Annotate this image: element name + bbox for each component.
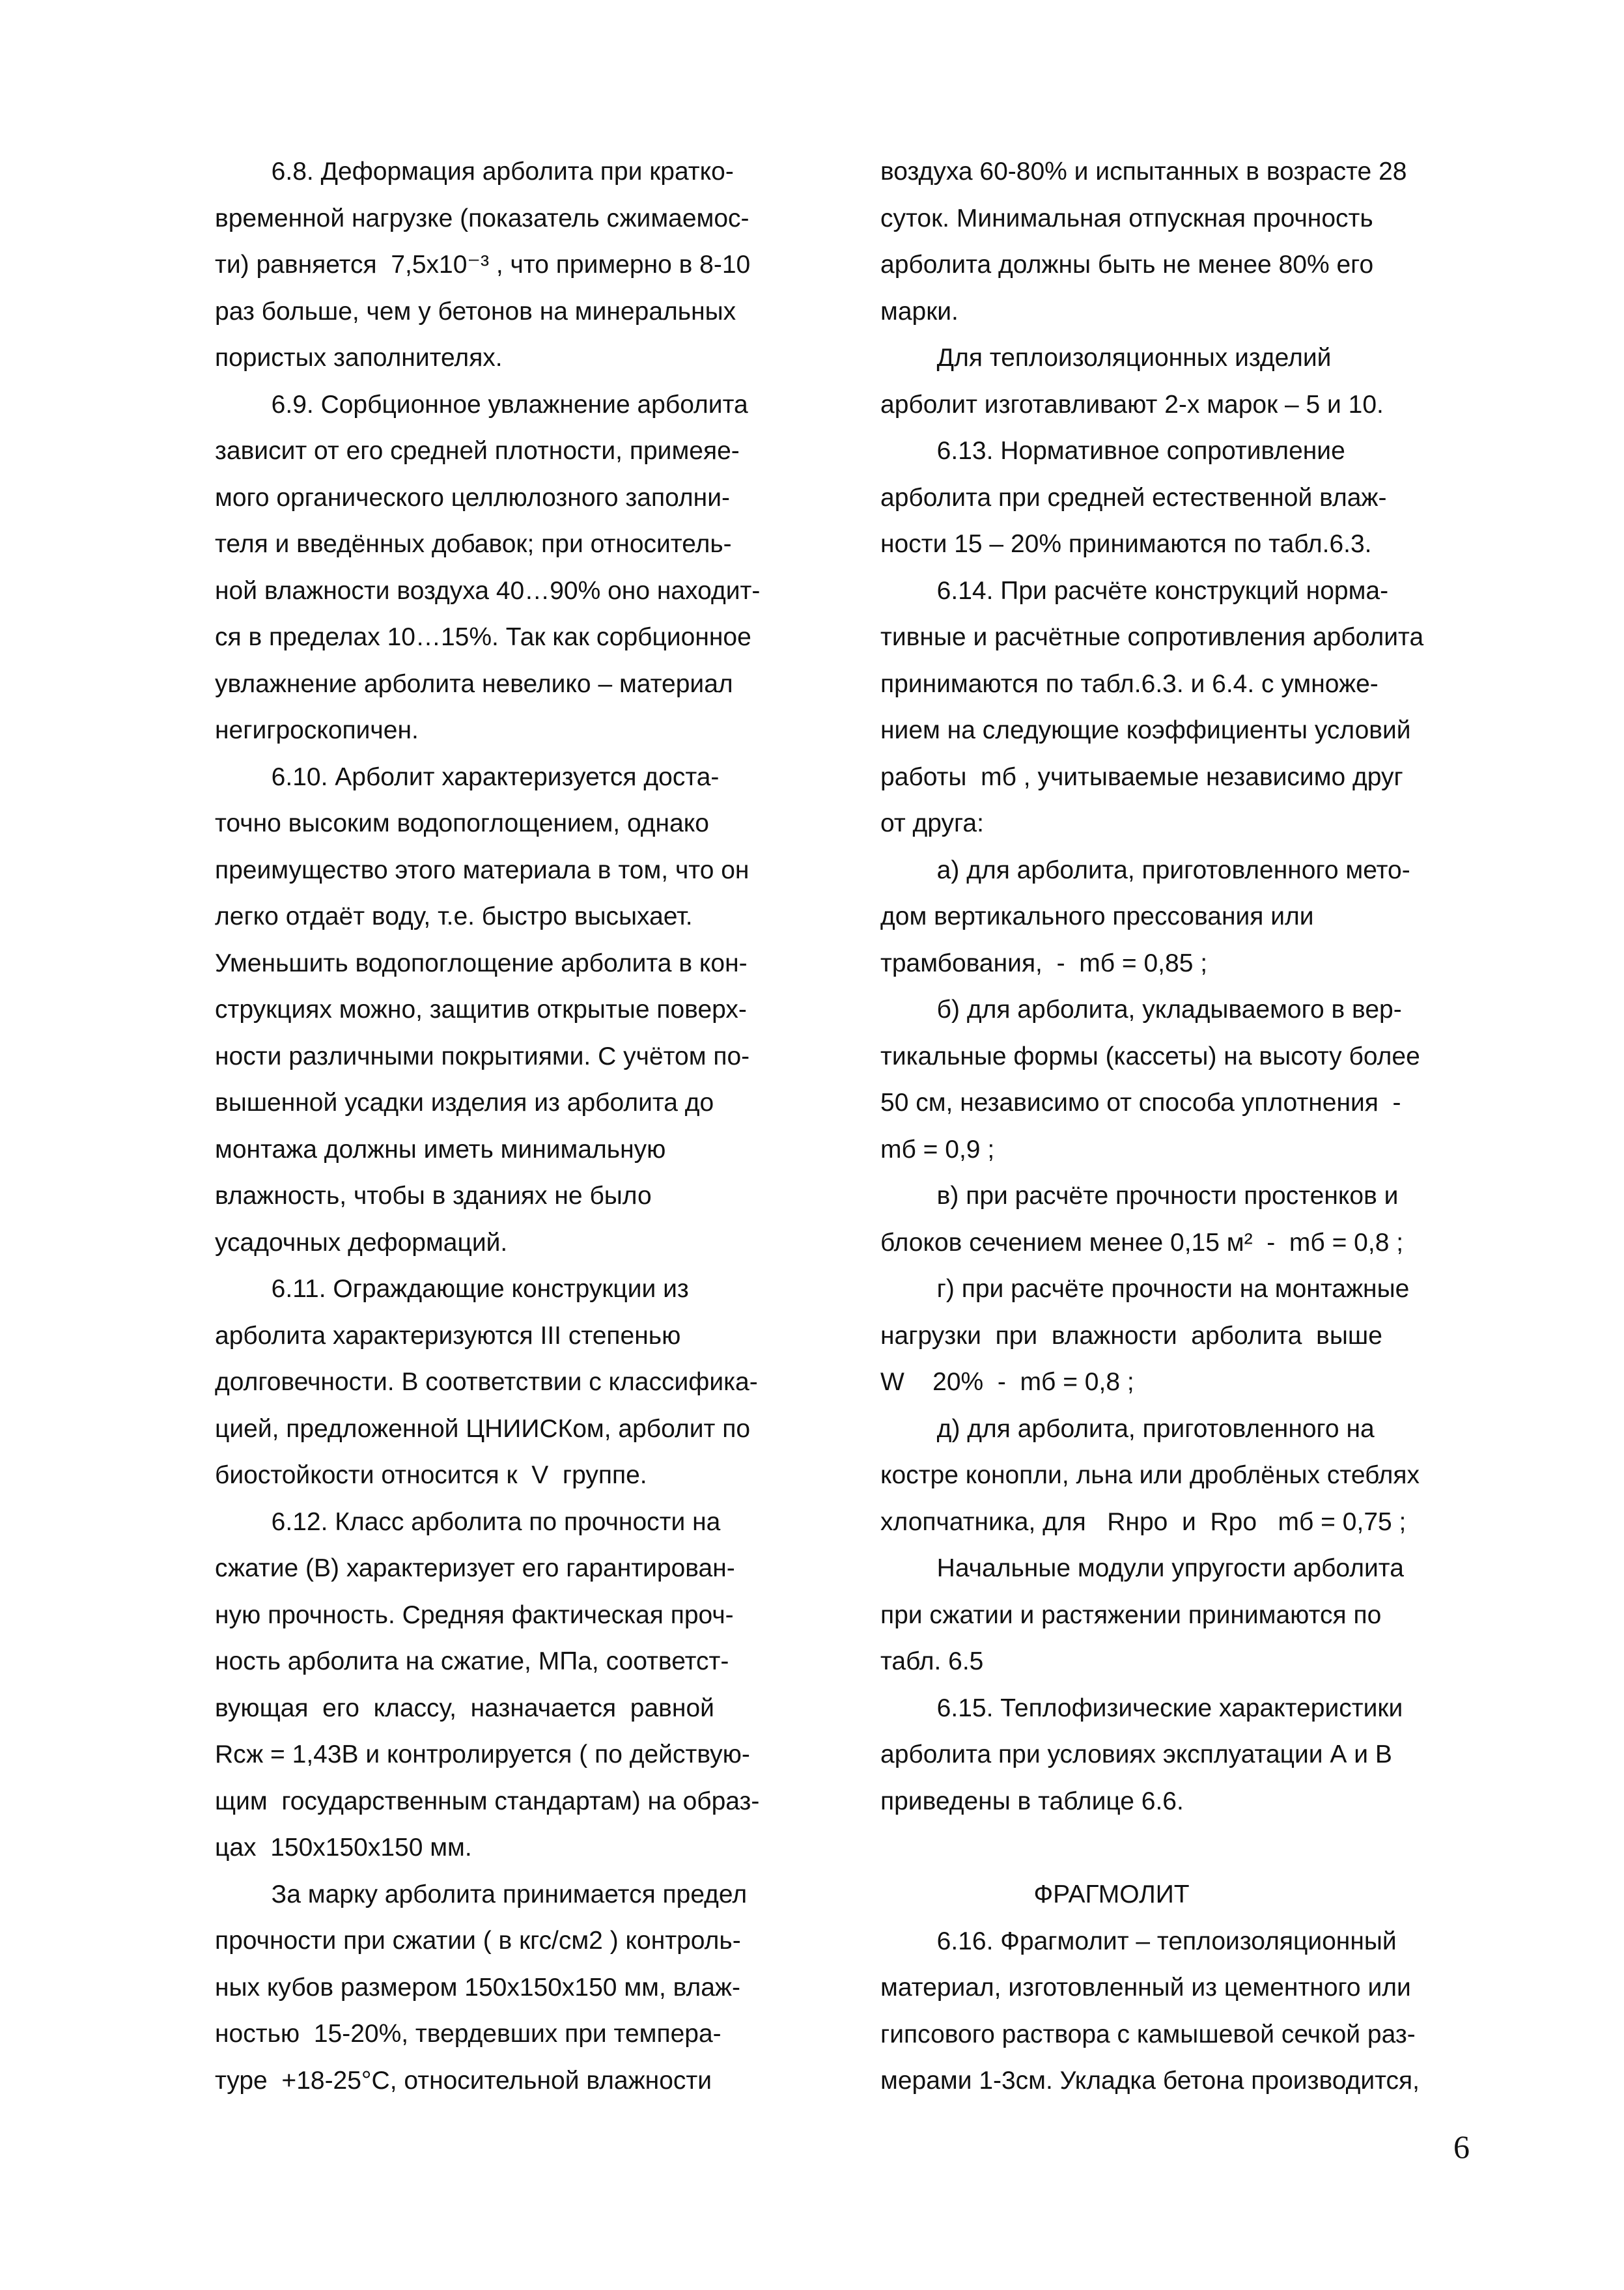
text-line: ности 15 – 20% принимаются по табл.6.3.	[880, 530, 1372, 558]
text-line: арболит изготавливают 2-х марок – 5 и 10.	[880, 390, 1384, 419]
text-line: марки.	[880, 297, 959, 326]
text-line: ность арболита на сжатие, МПа, соответст-	[215, 1647, 729, 1675]
text-line: при сжатии и растяжении принимаются по	[880, 1600, 1382, 1629]
section-spacer	[880, 1824, 1483, 1871]
text-line: дом вертикального прессования или	[880, 902, 1314, 930]
text-line: увлажнение арболита невелико – материал	[215, 669, 733, 698]
text-line: ности различными покрытиями. С учётом по-	[215, 1042, 750, 1070]
text-line: материал, изготовленный из цементного или	[880, 1974, 1411, 2002]
text-line: За марку арболита принимается предел	[215, 1880, 748, 1908]
text-line: ностью 15-20%, твердевших при темпера-	[215, 2020, 721, 2048]
fragmolit-body	[880, 1918, 1483, 2104]
text-line: долговечности. В соответствии с классифика-	[215, 1368, 758, 1396]
text-line: тикальные формы (кассеты) на высоту более	[880, 1042, 1420, 1070]
text-line: mб = 0,9 ;	[880, 1135, 995, 1164]
text-line: мерами 1-3см. Укладка бетона производится,	[880, 2067, 1420, 2095]
text-line: тивные и расчётные сопротивления арболита	[880, 623, 1424, 651]
text-line: гипсового раствора с камышевой сечкой раз-	[880, 2020, 1416, 2048]
section-heading-fragmolit: ФРАГМОЛИТ	[1033, 1880, 1190, 1908]
text-line: цах 150х150х150 мм.	[215, 1834, 472, 1862]
text-line: ти) равняется 7,5х10⁻³ , что примерно в 8-10	[215, 251, 751, 279]
text-line: от друга:	[880, 809, 984, 837]
text-line: струкциях можно, защитив открытые поверх-	[215, 996, 747, 1024]
text-line: в) при расчёте прочности простенков и	[880, 1182, 1399, 1210]
text-line: арболита характеризуются III степенью	[215, 1321, 681, 1350]
text-line: арболита должны быть не менее 80% его	[880, 251, 1374, 279]
text-line: 6.15. Теплофизические характеристики	[880, 1694, 1403, 1722]
text-line: ся в пределах 10…15%. Так как сорбционное	[215, 623, 751, 651]
text-line: биостойкости относится к V группе.	[215, 1461, 647, 1489]
page-number: 6	[1453, 2129, 1470, 2165]
text-line: принимаются по табл.6.3. и 6.4. с умноже-	[880, 669, 1379, 698]
text-line: сжатие (В) характеризует его гарантирован-	[215, 1554, 735, 1582]
text-line: нагрузки при влажности арболита выше	[880, 1321, 1382, 1350]
text-line: г) при расчёте прочности на монтажные	[880, 1275, 1410, 1303]
text-line: мого органического целлюлозного заполни-	[215, 483, 730, 512]
text-line: монтажа должны иметь минимальную	[215, 1135, 666, 1164]
text-line: зависит от его средней плотности, примеяе-	[215, 437, 740, 465]
text-line: 6.11. Ограждающие конструкции из	[215, 1275, 689, 1303]
text-line: 6.13. Нормативное сопротивление	[880, 437, 1345, 465]
text-line: теля и введённых добавок; при относитель-	[215, 530, 732, 558]
right-column-body	[880, 148, 1483, 1824]
text-line: прочности при сжатии ( в кгс/см2 ) контроль-	[215, 1927, 741, 1955]
text-line: раз больше, чем у бетонов на минеральных	[215, 297, 736, 326]
text-line: Начальные модули упругости арболита	[880, 1554, 1404, 1582]
text-line: Для теплоизоляционных изделий	[880, 344, 1332, 372]
text-line: 6.9. Сорбционное увлажнение арболита	[215, 390, 748, 419]
text-line: блоков сечением менее 0,15 м² - mб = 0,8 ;	[880, 1228, 1404, 1257]
text-line: Rсж = 1,43В и контролируется ( по действую-	[215, 1740, 750, 1768]
text-line: 6.14. При расчёте конструкций норма-	[880, 576, 1389, 605]
text-line: пористых заполнителях.	[215, 344, 503, 372]
text-line: 6.10. Арболит характеризуется доста-	[215, 762, 720, 791]
text-line: вующая его классу, назначается равной	[215, 1694, 714, 1722]
text-line: костре конопли, льна или дроблёных стеблях	[880, 1461, 1420, 1489]
text-line: точно высоким водопоглощением, однако	[215, 809, 709, 837]
left-column	[215, 148, 801, 2104]
text-line: воздуха 60-80% и испытанных в возрасте 28	[880, 158, 1407, 186]
text-line: нием на следующие коэффициенты условий	[880, 716, 1411, 744]
right-column	[880, 148, 1483, 2104]
text-line: 6.8. Деформация арболита при кратко-	[215, 158, 734, 186]
text-line: ной влажности воздуха 40…90% оно находит-	[215, 576, 761, 605]
text-line: временной нагрузке (показатель сжимаемос-	[215, 204, 749, 232]
text-line: туре +18-25°С, относительной влажности	[215, 2066, 712, 2095]
text-line: д) для арболита, приготовленного на	[880, 1414, 1375, 1443]
text-line: а) для арболита, приготовленного мето-	[880, 856, 1410, 884]
text-line: хлопчатника, для Rнро и Rро mб = 0,75 ;	[880, 1507, 1407, 1536]
text-line: цией, предложенной ЦНИИСКом, арболит по	[215, 1414, 751, 1443]
text-line: 50 см, независимо от способа уплотнения -	[880, 1089, 1401, 1117]
text-line: б) для арболита, укладываемого в вер-	[880, 996, 1402, 1024]
text-line: приведены в таблице 6.6.	[880, 1787, 1184, 1815]
text-line: усадочных деформаций.	[215, 1228, 508, 1257]
text-line: работы mб , учитываемые независимо друг	[880, 762, 1403, 791]
text-line: преимущество этого материала в том, что он	[215, 856, 749, 884]
text-line: W 20% - mб = 0,8 ;	[880, 1368, 1134, 1396]
text-line: суток. Минимальная отпускная прочность	[880, 204, 1373, 232]
text-line: легко отдаёт воду, т.е. быстро высыхает.	[215, 902, 693, 930]
text-line: вышенной усадки изделия из арболита до	[215, 1089, 714, 1117]
text-line: щим государственным стандартам) на образ-	[215, 1787, 760, 1815]
text-line: арболита при условиях эксплуатации А и В	[880, 1740, 1392, 1768]
text-line: арболита при средней естественной влаж-	[880, 483, 1387, 512]
text-line: 6.12. Класс арболита по прочности на	[215, 1507, 721, 1536]
text-line: ных кубов размером 150х150х150 мм, влаж-	[215, 1973, 740, 2002]
text-line: негигроскопичен.	[215, 716, 419, 744]
text-line: влажность, чтобы в зданиях не было	[215, 1182, 652, 1210]
text-line: 6.16. Фрагмолит – теплоизоляционный	[880, 1927, 1397, 1955]
text-line: Уменьшить водопоглощение арболита в кон-	[215, 949, 748, 977]
text-line: ную прочность. Средняя фактическая проч-	[215, 1600, 734, 1629]
text-line: табл. 6.5	[880, 1647, 984, 1675]
text-line: трамбования, - mб = 0,85 ;	[880, 949, 1208, 977]
